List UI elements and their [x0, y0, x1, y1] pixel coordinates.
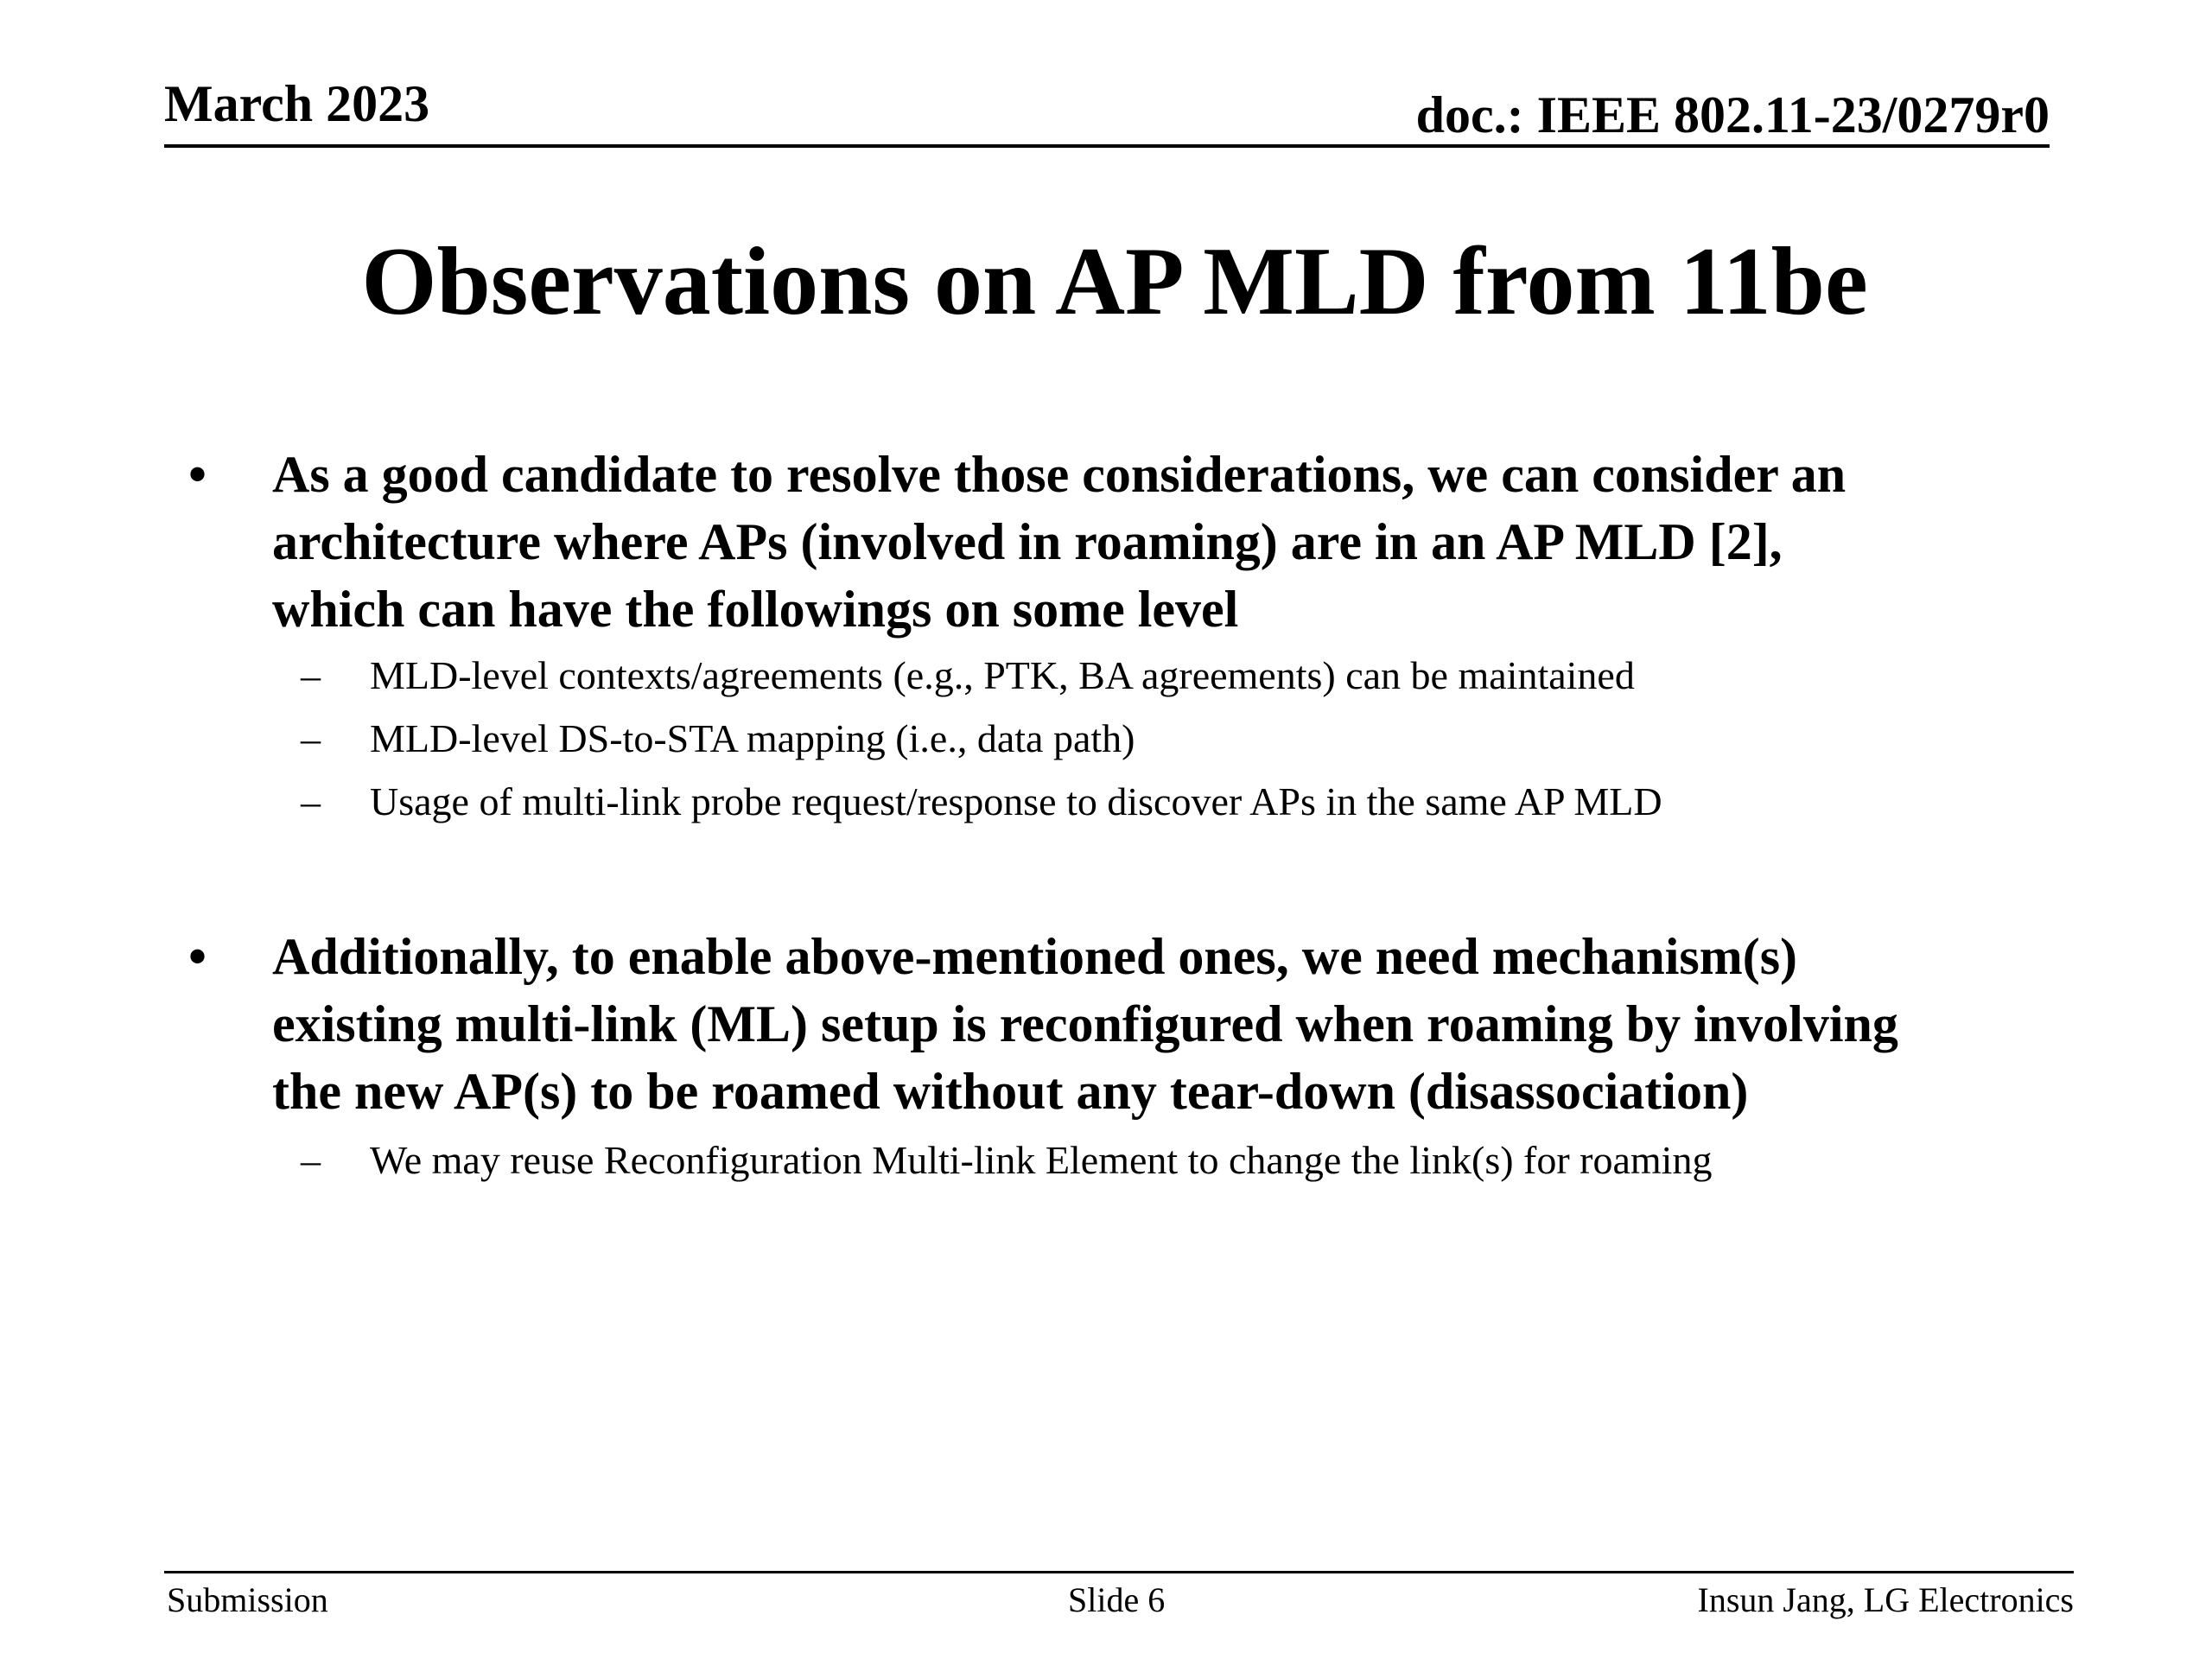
- footer-submission: Submission: [167, 1580, 328, 1619]
- sub-bullet-marker: –: [301, 653, 321, 697]
- bullet-1-line: which can have the followings on some level: [272, 581, 1239, 638]
- slide-title: Observations on AP MLD from 11be: [361, 228, 1868, 335]
- bullet-1-line: As a good candidate to resolve those considerations, we can consider an: [272, 446, 1847, 503]
- footer-divider: [164, 1571, 2074, 1573]
- header-doc-id: doc.: IEEE 802.11-23/0279r0: [1415, 86, 2050, 143]
- sub-bullet-marker: –: [301, 779, 321, 823]
- sub-bullet-text: Usage of multi-link probe request/response to discover APs in the same AP MLD: [370, 779, 1662, 823]
- sub-bullet-marker: –: [301, 716, 321, 760]
- bullet-1-text: [272, 441, 2156, 643]
- sub-bullet-marker: –: [301, 1138, 321, 1182]
- bullet-2-line: Additionally, to enable above-mentioned ones, we need mechanism(s): [272, 928, 1798, 985]
- footer-author: Insun Jang, LG Electronics: [1697, 1580, 2074, 1619]
- header-divider: [164, 144, 2050, 148]
- bullet-1-line: architecture where APs (involved in roaming) are in an AP MLD [2],: [272, 513, 1783, 570]
- bullet-2-text: [272, 923, 2156, 1125]
- sub-bullet-text: MLD-level contexts/agreements (e.g., PTK, BA agreements) can be maintained: [370, 653, 1635, 697]
- bullet-2-line: existing multi-link (ML) setup is reconfigured when roaming by involving: [272, 995, 1898, 1052]
- bullet-2-line: the new AP(s) to be roamed without any tear-down (disassociation): [272, 1063, 1749, 1120]
- sub-bullet-text: We may reuse Reconfiguration Multi-link Element to change the link(s) for roaming: [370, 1138, 1713, 1182]
- footer-slide-number: Slide 6: [1068, 1580, 1166, 1619]
- header-date: March 2023: [164, 75, 430, 132]
- bullet-marker: •: [188, 928, 207, 985]
- bullet-marker: •: [188, 446, 207, 503]
- sub-bullet-text: MLD-level DS-to-STA mapping (i.e., data path): [370, 716, 1135, 760]
